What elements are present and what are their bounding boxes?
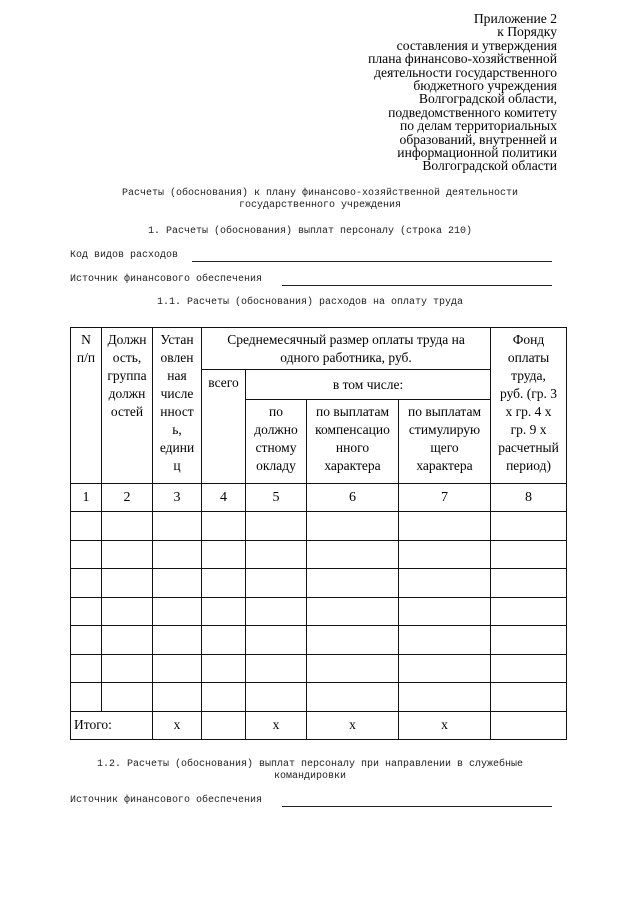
- header-sub-base-salary: по должно стному окладу: [246, 400, 307, 484]
- total-cell: x: [399, 711, 491, 739]
- table-cell[interactable]: [491, 626, 567, 655]
- labor-cost-table: [70, 327, 567, 740]
- table-cell[interactable]: [307, 626, 399, 655]
- table-cell[interactable]: [399, 540, 491, 569]
- header-avg-salary-group: Среднемесячный размер оплаты труда на одного работника, руб.: [202, 328, 491, 370]
- funding-source-label: Источник финансового обеспечения: [70, 274, 263, 285]
- total-cell: x: [307, 711, 399, 739]
- table-cell[interactable]: [153, 683, 202, 712]
- table-cell[interactable]: [399, 654, 491, 683]
- table-cell[interactable]: [153, 597, 202, 626]
- table-cell[interactable]: [102, 654, 153, 683]
- table-cell[interactable]: [246, 683, 307, 712]
- table-cell[interactable]: [102, 540, 153, 569]
- table-cell[interactable]: [307, 597, 399, 626]
- header-sub-compensation: по выплатам компенсацио нного характера: [307, 400, 399, 484]
- table-cell[interactable]: [102, 569, 153, 598]
- table-cell[interactable]: [246, 654, 307, 683]
- table-cell[interactable]: [71, 512, 102, 541]
- table-cell[interactable]: [491, 654, 567, 683]
- table-cell[interactable]: [202, 654, 246, 683]
- table-cell[interactable]: [202, 569, 246, 598]
- header-sub-incentive: по выплатам стимулирую щего характера: [399, 400, 491, 484]
- table-cell[interactable]: [399, 683, 491, 712]
- table-cell[interactable]: [307, 540, 399, 569]
- table-row: [71, 683, 567, 712]
- section-1-heading: 1. Расчеты (обоснования) выплат персоналу (строка 210): [147, 226, 473, 237]
- header-line: по делам территориальных: [399, 118, 557, 134]
- table-cell[interactable]: [491, 512, 567, 541]
- table-cell[interactable]: [153, 654, 202, 683]
- table-cell[interactable]: [71, 597, 102, 626]
- total-cell[interactable]: [491, 711, 567, 739]
- column-number: 3: [153, 484, 202, 512]
- table-cell[interactable]: [491, 597, 567, 626]
- table-cell[interactable]: [399, 597, 491, 626]
- table-cell[interactable]: [102, 626, 153, 655]
- table-cell[interactable]: [153, 626, 202, 655]
- table-cell[interactable]: [102, 683, 153, 712]
- header-line: Волгоградской области,: [418, 91, 557, 107]
- funding-source-input-line[interactable]: [282, 285, 552, 286]
- header-line: бюджетного учреждения: [413, 78, 557, 94]
- table-cell[interactable]: [202, 683, 246, 712]
- expense-code-label: Код видов расходов: [70, 250, 179, 261]
- column-number: 7: [399, 484, 491, 512]
- total-cell[interactable]: [202, 711, 246, 739]
- table-cell[interactable]: [71, 683, 102, 712]
- table-cell[interactable]: [153, 512, 202, 541]
- total-cell: x: [246, 711, 307, 739]
- table-cell[interactable]: [399, 569, 491, 598]
- total-row: [71, 711, 567, 739]
- table-cell[interactable]: [153, 540, 202, 569]
- table-cell[interactable]: [307, 512, 399, 541]
- table-cell[interactable]: [102, 512, 153, 541]
- document-title: [40, 188, 600, 212]
- table-cell[interactable]: [202, 626, 246, 655]
- appendix-header: [257, 12, 557, 173]
- section-1-2-heading-line-1: 1.2. Расчеты (обоснования) выплат персоналу при направлении в служебные: [96, 759, 524, 770]
- header-including: в том числе:: [246, 370, 491, 400]
- table-row: [71, 540, 567, 569]
- column-number: 1: [71, 484, 102, 512]
- funding-source-label-2: Источник финансового обеспечения: [70, 795, 263, 806]
- header-line: к Порядку: [497, 24, 557, 40]
- header-line: плана финансово-хозяйственной: [368, 51, 557, 67]
- table-cell[interactable]: [307, 683, 399, 712]
- table-cell[interactable]: [202, 512, 246, 541]
- table-cell[interactable]: [491, 569, 567, 598]
- table-cell[interactable]: [246, 626, 307, 655]
- section-1-2-heading-line-2: командировки: [273, 771, 346, 782]
- header-line: Приложение 2: [473, 11, 557, 26]
- table-cell[interactable]: [399, 626, 491, 655]
- header-line: информационной политики: [397, 145, 557, 161]
- table-cell[interactable]: [202, 597, 246, 626]
- column-number: 8: [491, 484, 567, 512]
- title-line-1: Расчеты (обоснования) к плану финансово-хозяйственной деятельности: [121, 188, 519, 199]
- table-row: [71, 569, 567, 598]
- header-col-position: Должн ость, группа должн остей: [102, 328, 153, 484]
- table-cell[interactable]: [307, 569, 399, 598]
- table-cell[interactable]: [491, 540, 567, 569]
- table-cell[interactable]: [307, 654, 399, 683]
- funding-source-input-line-2[interactable]: [282, 806, 552, 807]
- table-cell[interactable]: [246, 512, 307, 541]
- table-row: [71, 512, 567, 541]
- table-cell[interactable]: [399, 512, 491, 541]
- column-number: 6: [307, 484, 399, 512]
- total-label: Итого:: [71, 711, 153, 739]
- header-line: составления и утверждения: [396, 37, 557, 53]
- table-cell[interactable]: [102, 597, 153, 626]
- column-number: 5: [246, 484, 307, 512]
- header-line: деятельности государственного: [374, 64, 557, 80]
- header-line: Волгоградской области: [422, 158, 557, 174]
- table-cell[interactable]: [71, 654, 102, 683]
- table-cell[interactable]: [71, 540, 102, 569]
- title-line-2: государственного учреждения: [238, 200, 402, 211]
- table-row: [71, 626, 567, 655]
- header-col-total: всего: [202, 370, 246, 484]
- table-row: [71, 654, 567, 683]
- table-row: [71, 597, 567, 626]
- table-cell[interactable]: [246, 597, 307, 626]
- table-cell[interactable]: [491, 683, 567, 712]
- column-number: 2: [102, 484, 153, 512]
- header-col-number: N п/п: [71, 328, 102, 484]
- header-col-headcount: Устан овлен ная числе нност ь, едини ц: [153, 328, 202, 484]
- table-cell[interactable]: [71, 569, 102, 598]
- table-cell[interactable]: [71, 626, 102, 655]
- expense-code-input-line[interactable]: [192, 261, 552, 262]
- section-1-1-heading: 1.1. Расчеты (обоснования) расходов на оплату труда: [156, 297, 464, 308]
- table-cell[interactable]: [202, 540, 246, 569]
- table-cell[interactable]: [246, 569, 307, 598]
- header-col-fund: Фонд оплаты труда, руб. (гр. 3 х гр. 4 х гр. 9 х расчетный период): [491, 328, 567, 484]
- table-cell[interactable]: [246, 540, 307, 569]
- total-cell: x: [153, 711, 202, 739]
- header-line: подведомственного комитету: [388, 104, 557, 120]
- table-cell[interactable]: [153, 569, 202, 598]
- column-number: 4: [202, 484, 246, 512]
- header-line: образований, внутренней и: [399, 131, 557, 147]
